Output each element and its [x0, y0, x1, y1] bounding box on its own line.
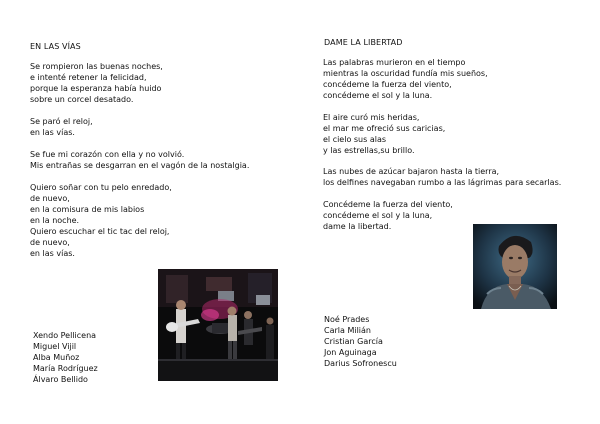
poem-line: Las palabras murieron en el tiempo: [323, 58, 466, 67]
author-name: Miguel Vijil: [33, 342, 77, 351]
poem-line: en las vías.: [30, 249, 75, 258]
poem-line: de nuevo,: [30, 238, 70, 247]
poem-line: Se paró el reloj,: [30, 117, 93, 126]
left-stanza-4: [30, 182, 172, 259]
author-name: Carla Milián: [324, 326, 371, 335]
right-stanza-4: [323, 199, 453, 232]
poem-line: dame la libertad.: [323, 222, 392, 231]
poem-line: y las estrellas,su brillo.: [323, 146, 415, 155]
left-stanza-3: [30, 149, 249, 171]
poem-line: porque la esperanza había huido: [30, 84, 162, 93]
poem-line: de nuevo,: [30, 194, 70, 203]
poem-line: en la comisura de mis labios: [30, 205, 145, 214]
right-author-list: [324, 314, 397, 369]
poem-line: en las vías.: [30, 128, 75, 137]
poem-line: Concédeme la fuerza del viento,: [323, 200, 453, 209]
author-name: Noé Prades: [324, 315, 370, 324]
poem-line: Quiero soñar con tu pelo enredado,: [30, 183, 172, 192]
poem-line: Mis entrañas se desgarran en el vagón de la nostalgia.: [30, 161, 250, 170]
left-stanza-1: [30, 61, 163, 105]
right-stanza-2: [323, 112, 445, 156]
author-name: Álvaro Bellido: [33, 375, 88, 384]
poem-line: Se fue mi corazón con ella y no volvió.: [30, 150, 185, 159]
author-name: Jon Aguinaga: [324, 348, 377, 357]
author-name: Alba Muñoz: [33, 353, 80, 362]
poem-line: El aire curó mis heridas,: [323, 113, 420, 122]
author-name: Cristian García: [324, 337, 383, 346]
band-concert-photo: [158, 269, 278, 381]
poem-line: Quiero escuchar el tic tac del reloj,: [30, 227, 170, 236]
poem-line: e intenté retener la felicidad,: [30, 73, 147, 82]
right-poem-title: DAME LA LIBERTAD: [324, 38, 403, 47]
poem-line: el cielo sus alas: [323, 135, 387, 144]
author-name: Darius Sofronescu: [324, 359, 397, 368]
left-author-list: [33, 330, 98, 385]
right-stanza-1: [323, 57, 488, 101]
poem-line: sobre un corcel desatado.: [30, 95, 134, 104]
poem-line: concédeme el sol y la luna,: [323, 211, 433, 220]
poem-line: Las nubes de azúcar bajaron hasta la tierra,: [323, 167, 500, 176]
poem-line: en la noche.: [30, 216, 80, 225]
right-stanza-3: [323, 166, 561, 188]
right-page: [300, 0, 600, 424]
poem-line: los delfines navegaban rumbo a las lágrimas para secarlas.: [323, 178, 562, 187]
left-stanza-2: [30, 116, 93, 138]
poem-line: concédeme la fuerza del viento,: [323, 80, 452, 89]
author-name: María Rodríguez: [33, 364, 98, 373]
singer-portrait-photo: [473, 224, 557, 309]
poem-line: mientras la oscuridad fundía mis sueños,: [323, 69, 488, 78]
poem-line: el mar me ofreció sus caricias,: [323, 124, 446, 133]
left-poem-title: EN LAS VÍAS: [30, 42, 81, 51]
poem-line: concédeme el sol y la luna.: [323, 91, 433, 100]
author-name: Xendo Pellicena: [33, 331, 97, 340]
poem-line: Se rompieron las buenas noches,: [30, 62, 163, 71]
